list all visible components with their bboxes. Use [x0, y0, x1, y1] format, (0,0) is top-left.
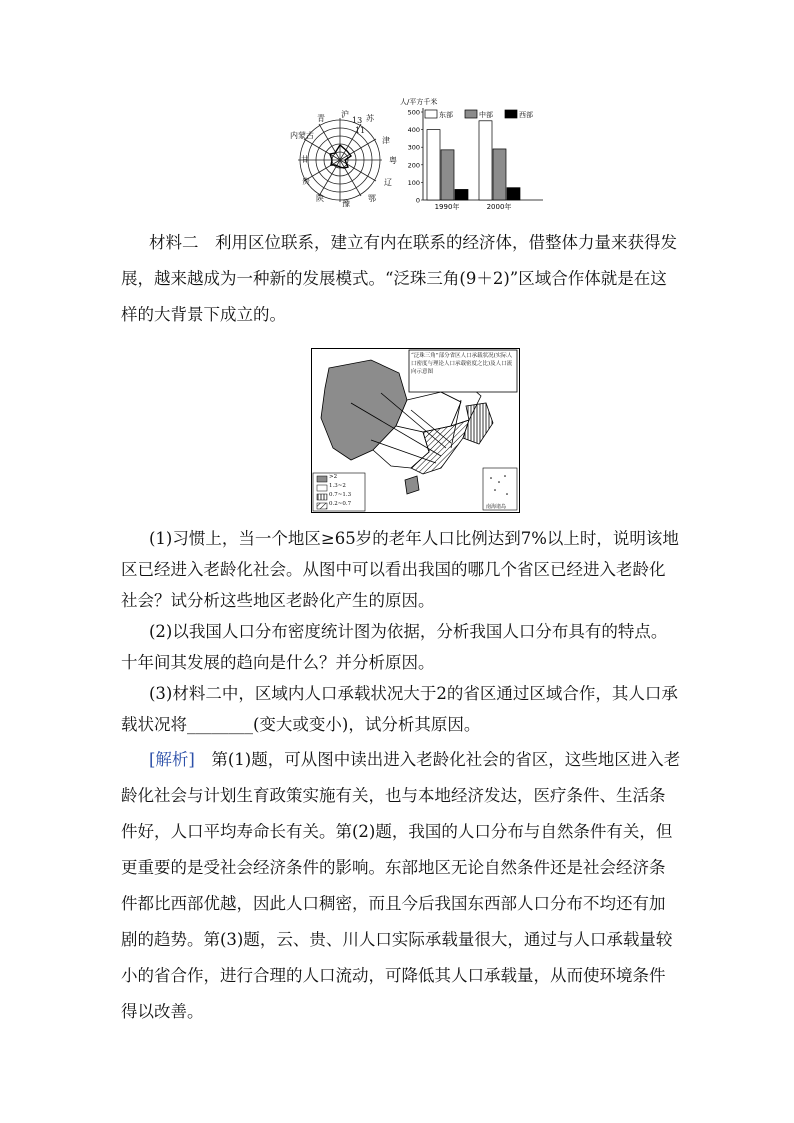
legend-label-东部: 东部	[439, 111, 453, 119]
bar-y-axis-label: 人/平方千米	[400, 98, 438, 106]
radar-label-su: 苏	[366, 114, 374, 123]
question-2: (2)以我国人口分布密度统计图为依据，分析我国人口分布具有的特点。十年间其发展的趋向是什么？并分析原因。	[121, 622, 668, 672]
radar-label-yue: 粤	[389, 156, 397, 165]
radar-ring-13: 13	[352, 116, 363, 125]
legend-label-西部: 西部	[519, 111, 533, 119]
bar-category-label: 1990年	[434, 203, 460, 211]
population-density-bar-chart	[398, 96, 548, 214]
bar-东部-1990年	[427, 130, 440, 200]
analysis-paragraph	[121, 742, 681, 1030]
question-3: (3)材料二中，区域内人口承载状况大于2的省区通过区域合作，其人口承载状况将________(变大或变小)，试分析其原因。	[121, 684, 678, 734]
radar-label-gui: 贵	[302, 177, 310, 186]
bar-y-tick-label: 0	[415, 196, 420, 205]
bar-东部-2000年	[479, 121, 492, 200]
bar-y-tick-label: 400	[407, 126, 420, 135]
bar-category-label: 2000年	[486, 203, 512, 211]
radar-label-e: 鄂	[368, 194, 376, 203]
radar-label-qing: 青	[317, 114, 325, 123]
map-legend-3: 0.7~1.3	[329, 492, 352, 498]
material-two-paragraph	[121, 225, 681, 333]
map-legend-1: >2	[329, 474, 338, 480]
bar-y-tick-label: 500	[407, 108, 420, 117]
bar-y-tick-label: 100	[407, 178, 420, 187]
radar-label-jin: 津	[382, 136, 390, 145]
bar-西部-1990年	[455, 189, 468, 200]
radar-ring-11: 11	[355, 126, 366, 135]
bar-西部-2000年	[507, 188, 520, 200]
radar-label-liao: 辽	[384, 178, 392, 187]
legend-label-中部: 中部	[479, 111, 493, 119]
bar-y-tick-label: 200	[407, 161, 420, 170]
material-two-text: 利用区位联系，建立有内在联系的经济体，借整体力量来获得发展，越来越成为一种新的发展模式。“泛珠三角(9＋2)”区域合作体就是在这样的大背景下成立的。	[121, 233, 677, 324]
legend-swatch-中部	[465, 110, 477, 118]
bar-y-tick-label: 300	[407, 143, 420, 152]
question-1: (1)习惯上，当一个地区≥65岁的老年人口比例达到7%以上时，说明该地区已经进入老龄化社会。从图中可以看出我国的哪几个省区已经进入老龄化社会？试分析这些地区老龄化产生的原因。	[121, 529, 679, 610]
bar-中部-2000年	[493, 149, 506, 200]
material-two-label: 材料二	[149, 233, 199, 252]
analysis-tag: [解析]	[149, 750, 195, 769]
analysis-text: 第(1)题，可从图中读出进入老龄化社会的省区，这些地区进入老龄化社会与计划生育政策实施有关，也与本地经济发达，医疗条件、生活条件好，人口平均寿命长有关。第(2)题，我国的人口分布与自然条件有关，但更重要的是受社会经济条件的影响。东部地区无论自然条件还是社会经济条件都比西部优越，因此人口稠密，而且今后我国东西部人口分布不均还有加剧的趋势。第(3)题，云、贵、川人口实际承载量很大，通过与人口承载量较小的省合作，进行合理的人口流动，可降低其人口承载量，从而使环境条件得以改善。	[121, 750, 681, 1021]
radar-label-gan: 甘	[301, 155, 309, 164]
legend-swatch-东部	[425, 110, 437, 118]
map-legend-2: 1.3~2	[329, 483, 346, 489]
radar-label-shaan: 陕	[316, 194, 324, 203]
map-caption: “泛珠三角”部分省区人口承载状况(实际人口密度与理论人口承载密度之比)及人口流向示意图	[411, 353, 513, 375]
radar-label-hu: 沪	[341, 110, 349, 119]
map-legend-4: 0.2~0.7	[329, 501, 352, 507]
map-inset-label: 南海诸岛	[486, 504, 507, 510]
bar-中部-1990年	[441, 150, 454, 200]
radar-label-yu: 豫	[342, 199, 350, 208]
radar-label-neimenggu: 内蒙古	[290, 131, 314, 140]
legend-swatch-西部	[505, 110, 517, 118]
